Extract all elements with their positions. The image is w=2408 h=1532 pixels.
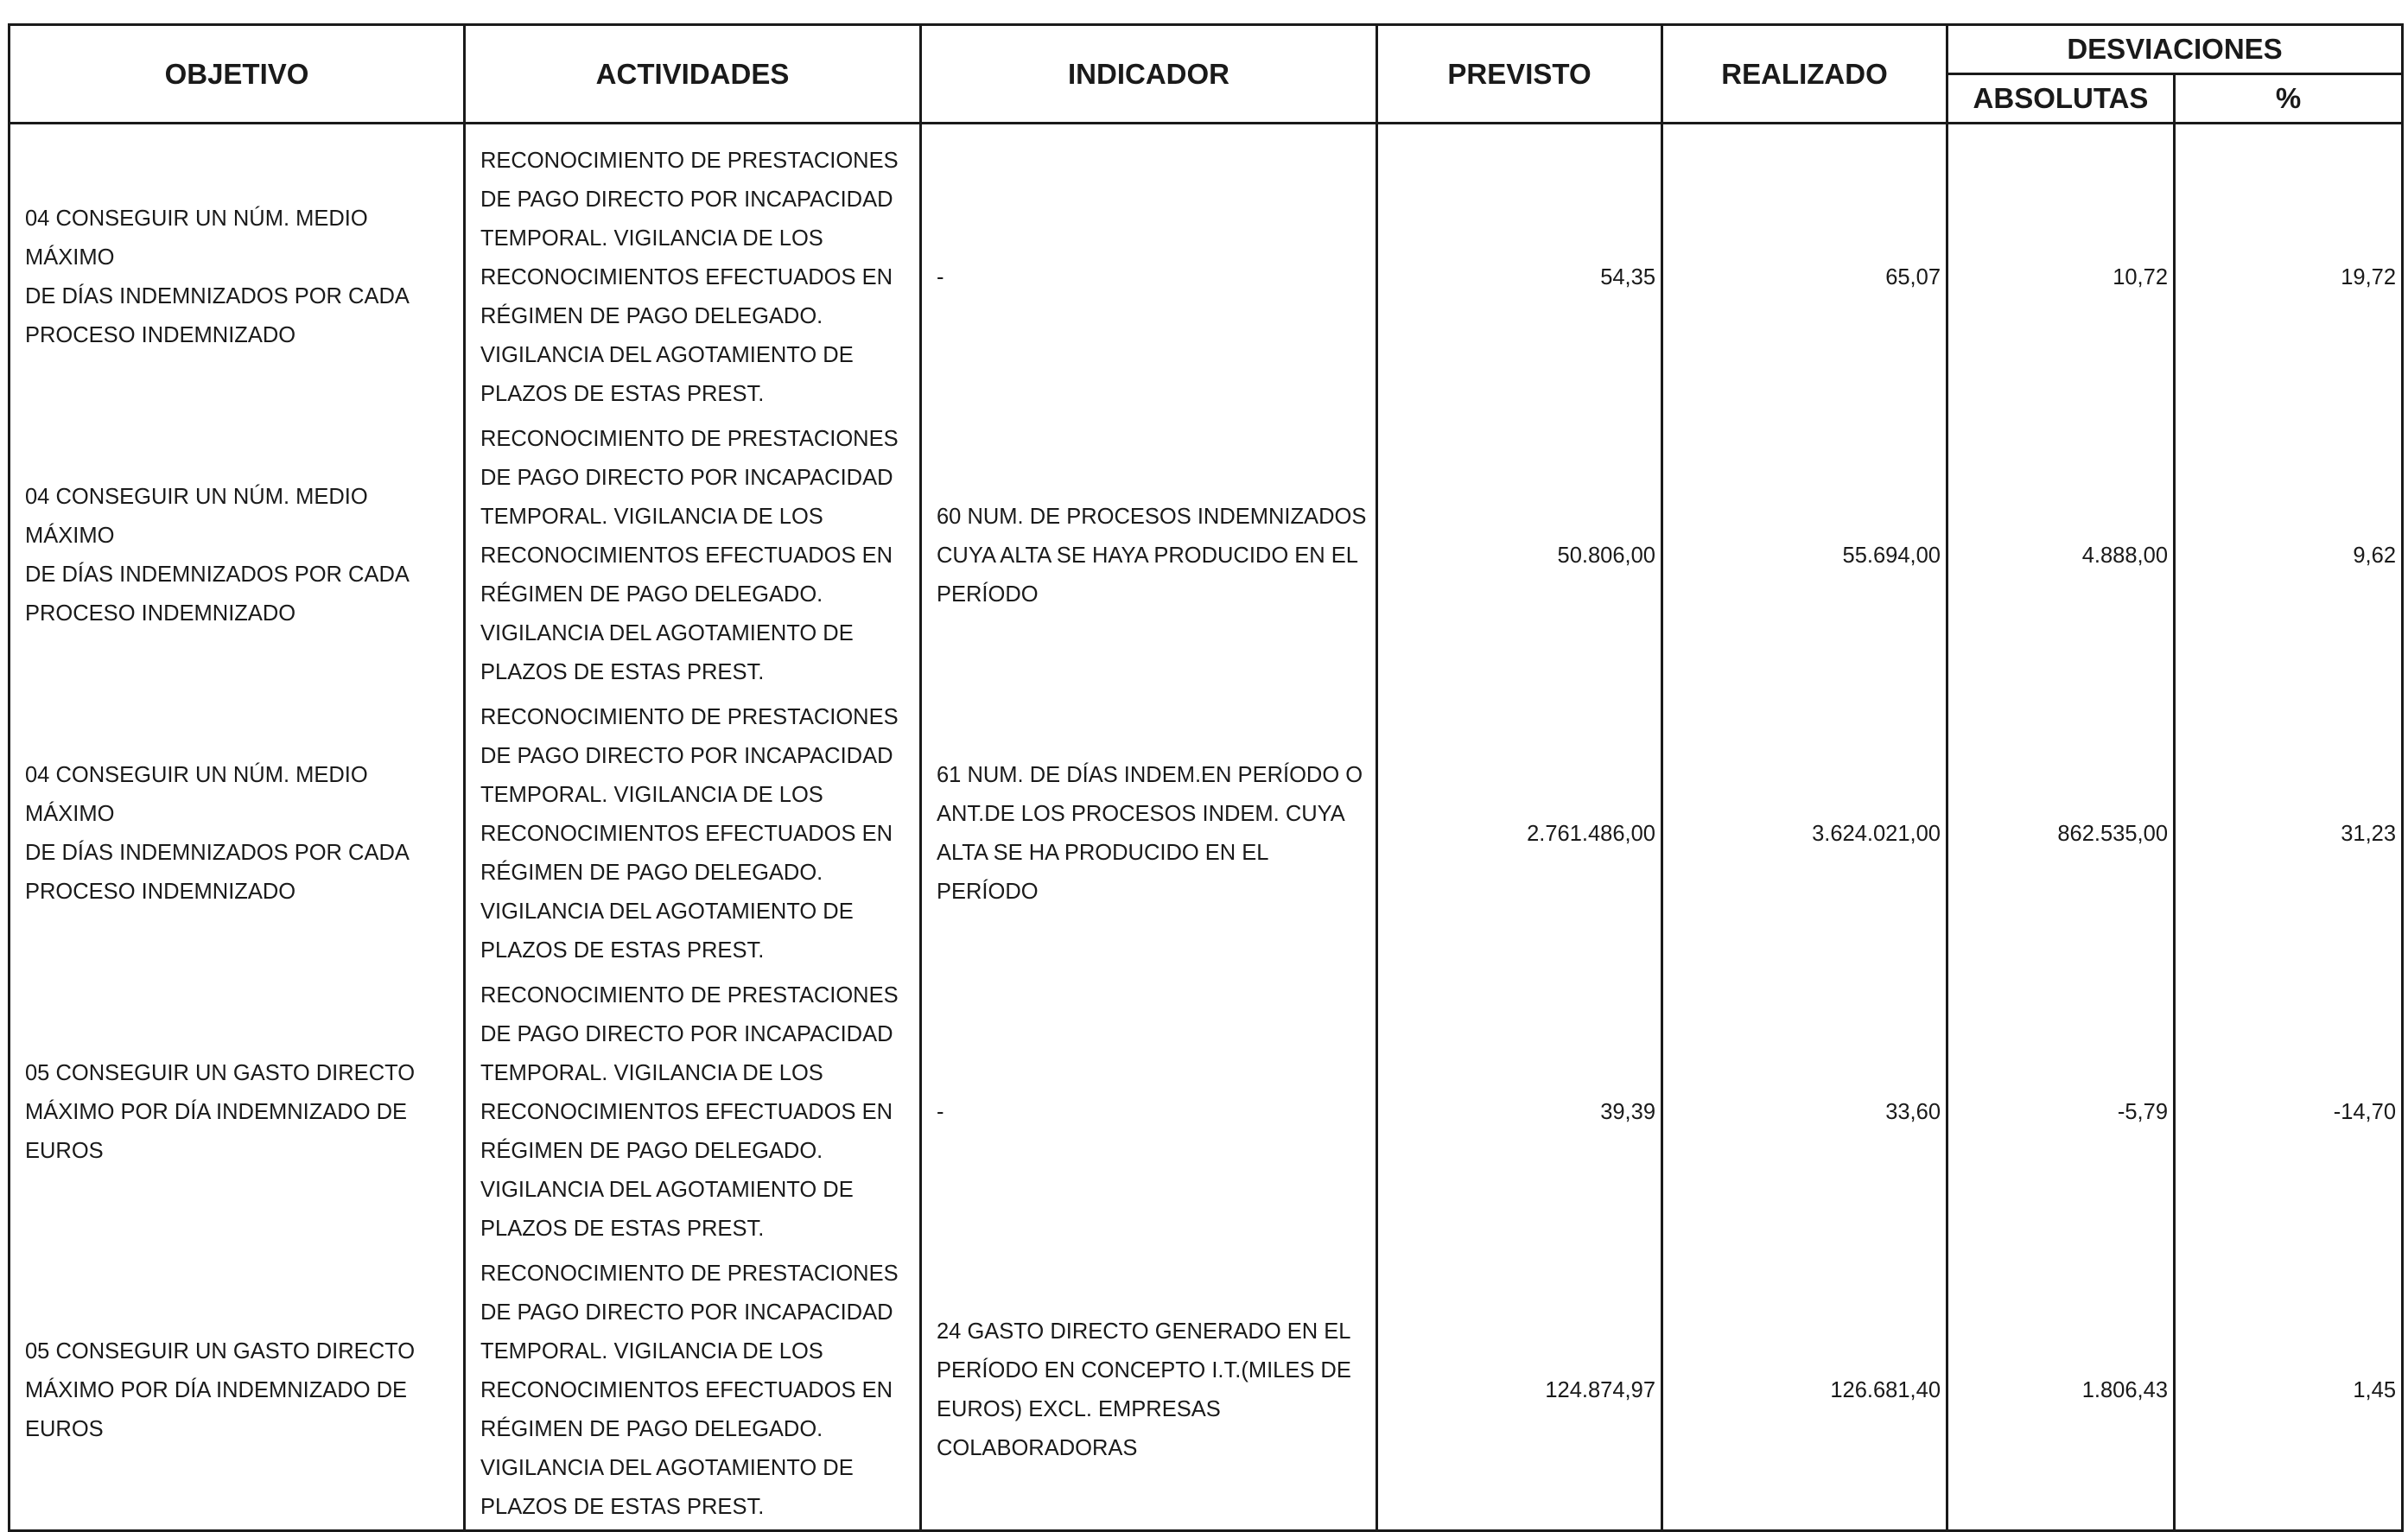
actividades-text: RECONOCIMIENTO DE PRESTACIONES DE PAGO DIRECTO POR INCAPACIDAD TEMPORAL. VIGILANCIA DE LOS RECONOCIMIENTOS EFECTUADOS EN RÉGIMEN DE PAGO DELEGADO. VIGILANCIA DEL AGOTAMIENTO DE PLAZOS DE ESTAS PREST.: [480, 426, 899, 684]
actividades-text: RECONOCIMIENTO DE PRESTACIONES DE PAGO DIRECTO POR INCAPACIDAD TEMPORAL. VIGILANCIA DE LOS RECONOCIMIENTOS EFECTUADOS EN RÉGIMEN DE PAGO DELEGADO. VIGILANCIA DEL AGOTAMIENTO DE PLAZOS DE ESTAS PREST.: [480, 704, 899, 963]
indicador-text: 60 NUM. DE PROCESOS INDEMNIZADOS CUYA ALTA SE HAYA PRODUCIDO EN EL PERÍODO: [937, 504, 1367, 607]
table-row: [10, 973, 2403, 1251]
cell-objetivo: [10, 695, 465, 973]
indicador-text: -: [937, 1099, 944, 1124]
cell-indicador: [921, 1251, 1377, 1531]
cell-realizado: 65,07: [1662, 124, 1947, 417]
cell-indicador: [921, 124, 1377, 417]
table-row: [10, 695, 2403, 973]
cell-realizado: 3.624.021,00: [1662, 695, 1947, 973]
objetivo-text: 04 CONSEGUIR UN NÚM. MEDIO MÁXIMO DE DÍAS INDEMNIZADOS POR CADA PROCESO INDEMNIZADO: [25, 207, 410, 347]
table-row: [10, 416, 2403, 695]
indicador-text: -: [937, 264, 944, 289]
cell-actividades: [465, 1251, 921, 1531]
cell-absolutas: 862.535,00: [1947, 695, 2175, 973]
actividades-text: RECONOCIMIENTO DE PRESTACIONES DE PAGO DIRECTO POR INCAPACIDAD TEMPORAL. VIGILANCIA DE LOS RECONOCIMIENTOS EFECTUADOS EN RÉGIMEN DE PAGO DELEGADO. VIGILANCIA DEL AGOTAMIENTO DE PLAZOS DE ESTAS PREST.: [480, 148, 899, 406]
cell-realizado: 33,60: [1662, 973, 1947, 1251]
cell-objetivo: [10, 416, 465, 695]
cell-actividades: [465, 695, 921, 973]
header-porcentaje: %: [2175, 74, 2403, 124]
cell-objetivo: [10, 973, 465, 1251]
table-row: [10, 124, 2403, 417]
cell-previsto: 39,39: [1377, 973, 1662, 1251]
header-desviaciones: DESVIACIONES: [1947, 25, 2403, 74]
cell-indicador: [921, 695, 1377, 973]
report-table: [8, 23, 2404, 1532]
indicador-text: 61 NUM. DE DÍAS INDEM.EN PERÍODO O ANT.DE LOS PROCESOS INDEM. CUYA ALTA SE HA PRODUCIDO EN EL PERÍODO: [937, 763, 1363, 904]
objetivo-text: 04 CONSEGUIR UN NÚM. MEDIO MÁXIMO DE DÍAS INDEMNIZADOS POR CADA PROCESO INDEMNIZADO: [25, 763, 410, 904]
cell-indicador: [921, 973, 1377, 1251]
objetivo-text: 05 CONSEGUIR UN GASTO DIRECTO MÁXIMO POR DÍA INDEMNIZADO DE EUROS: [25, 1338, 416, 1441]
cell-indicador: [921, 416, 1377, 695]
cell-realizado: 55.694,00: [1662, 416, 1947, 695]
cell-porcentaje: 31,23: [2175, 695, 2403, 973]
objetivo-text: 05 CONSEGUIR UN GASTO DIRECTO MÁXIMO POR DÍA INDEMNIZADO DE EUROS: [25, 1060, 416, 1163]
header-actividades: ACTIVIDADES: [465, 25, 921, 124]
cell-previsto: 124.874,97: [1377, 1251, 1662, 1531]
actividades-text: RECONOCIMIENTO DE PRESTACIONES DE PAGO DIRECTO POR INCAPACIDAD TEMPORAL. VIGILANCIA DE LOS RECONOCIMIENTOS EFECTUADOS EN RÉGIMEN DE PAGO DELEGADO. VIGILANCIA DEL AGOTAMIENTO DE PLAZOS DE ESTAS PREST.: [480, 982, 899, 1241]
header-previsto: PREVISTO: [1377, 25, 1662, 124]
cell-absolutas: 10,72: [1947, 124, 2175, 417]
indicador-text: 24 GASTO DIRECTO GENERADO EN EL PERÍODO EN CONCEPTO I.T.(MILES DE EUROS) EXCL. EMPRESAS COLABORADORAS: [937, 1319, 1351, 1460]
cell-absolutas: 4.888,00: [1947, 416, 2175, 695]
header-indicador: INDICADOR: [921, 25, 1377, 124]
cell-previsto: 2.761.486,00: [1377, 695, 1662, 973]
objetivo-text: 04 CONSEGUIR UN NÚM. MEDIO MÁXIMO DE DÍAS INDEMNIZADOS POR CADA PROCESO INDEMNIZADO: [25, 485, 410, 626]
cell-porcentaje: 9,62: [2175, 416, 2403, 695]
table-header: [10, 25, 2403, 124]
cell-actividades: [465, 973, 921, 1251]
cell-objetivo: [10, 124, 465, 417]
cell-actividades: [465, 416, 921, 695]
cell-previsto: 54,35: [1377, 124, 1662, 417]
cell-porcentaje: -14,70: [2175, 973, 2403, 1251]
cell-absolutas: 1.806,43: [1947, 1251, 2175, 1531]
cell-porcentaje: 1,45: [2175, 1251, 2403, 1531]
cell-objetivo: [10, 1251, 465, 1531]
cell-previsto: 50.806,00: [1377, 416, 1662, 695]
table-body: [10, 124, 2403, 1531]
table-row: [10, 1251, 2403, 1531]
cell-absolutas: -5,79: [1947, 973, 2175, 1251]
header-realizado: REALIZADO: [1662, 25, 1947, 124]
cell-realizado: 126.681,40: [1662, 1251, 1947, 1531]
cell-actividades: [465, 124, 921, 417]
actividades-text: RECONOCIMIENTO DE PRESTACIONES DE PAGO DIRECTO POR INCAPACIDAD TEMPORAL. VIGILANCIA DE LOS RECONOCIMIENTOS EFECTUADOS EN RÉGIMEN DE PAGO DELEGADO. VIGILANCIA DEL AGOTAMIENTO DE PLAZOS DE ESTAS PREST.: [480, 1261, 899, 1519]
cell-porcentaje: 19,72: [2175, 124, 2403, 417]
header-objetivo: OBJETIVO: [10, 25, 465, 124]
header-absolutas: ABSOLUTAS: [1947, 74, 2175, 124]
